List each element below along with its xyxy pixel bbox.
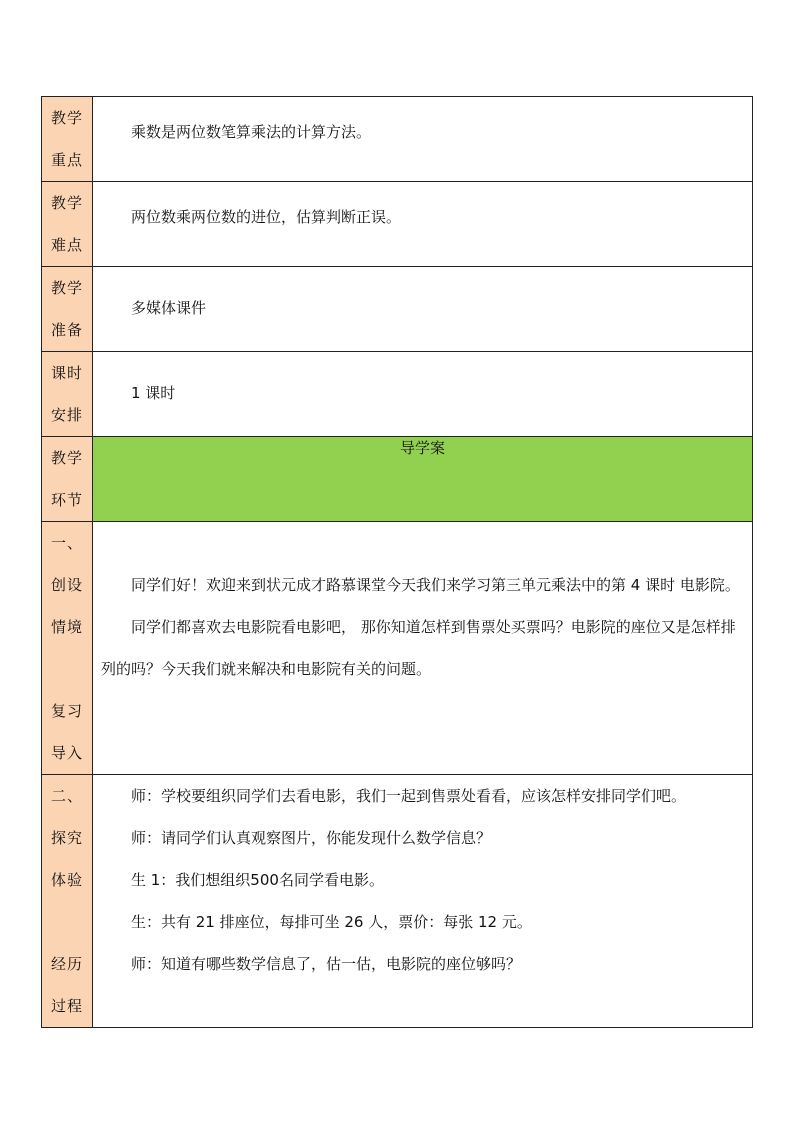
label-line: 课时 bbox=[50, 364, 83, 382]
content-cell bbox=[93, 775, 753, 1028]
label-cell bbox=[42, 182, 93, 267]
label-cell bbox=[42, 522, 93, 775]
label-line: 教学 bbox=[50, 194, 83, 212]
label-line: 创设 bbox=[50, 576, 83, 594]
row-key-points bbox=[42, 97, 753, 182]
label-line: 一、 bbox=[50, 534, 83, 552]
label-line: 过程 bbox=[50, 997, 83, 1015]
label-line: 准备 bbox=[50, 321, 83, 339]
label-cell bbox=[42, 267, 93, 352]
label-line: 复习 bbox=[50, 702, 83, 720]
label-line: 难点 bbox=[50, 236, 83, 254]
row-preparation bbox=[42, 267, 753, 352]
row-schedule bbox=[42, 352, 753, 437]
difficulties-text: 两位数乘两位数的进位，估算判断正误。 bbox=[131, 208, 402, 226]
lesson-plan-table bbox=[41, 96, 753, 1028]
paragraph: 同学们都喜欢去电影院看电影吧， 那你知道怎样到售票处买票吗？电影院的座位又是怎样排列的吗？今天我们就来解决和电影院有关的问题。 bbox=[101, 618, 736, 678]
label-line: 环节 bbox=[50, 491, 83, 509]
content-cell bbox=[93, 182, 753, 267]
paragraph: 生：共有 21 排座位，每排可坐 26 人，票价：每张 12 元。 bbox=[131, 913, 532, 931]
content-cell bbox=[93, 97, 753, 182]
preparation-text: 多媒体课件 bbox=[131, 299, 207, 317]
content-cell bbox=[93, 267, 753, 352]
label-cell bbox=[42, 775, 93, 1028]
label-line: 教学 bbox=[50, 449, 83, 467]
row-section-two bbox=[42, 775, 753, 1028]
paragraph: 师：学校要组织同学们去看电影，我们一起到售票处看看，应该怎样安排同学们吧。 bbox=[131, 787, 687, 805]
label-line: 安排 bbox=[50, 406, 83, 424]
label-cell bbox=[42, 352, 93, 437]
label-cell bbox=[42, 437, 93, 522]
label-line: 二、 bbox=[50, 787, 83, 805]
label-line: 重点 bbox=[50, 151, 83, 169]
key-points-text: 乘数是两位数笔算乘法的计算方法。 bbox=[131, 123, 372, 141]
label-line: 教学 bbox=[50, 109, 83, 127]
section-title: 导学案 bbox=[399, 439, 445, 457]
row-difficulties bbox=[42, 182, 753, 267]
paragraph: 生 1：我们想组织500名同学看电影。 bbox=[131, 871, 384, 889]
schedule-text: 1 课时 bbox=[131, 384, 176, 402]
label-line: 经历 bbox=[50, 955, 83, 973]
content-cell bbox=[93, 352, 753, 437]
label-line: 情境 bbox=[50, 618, 83, 636]
section-title-cell bbox=[93, 437, 753, 522]
label-line: 探究 bbox=[50, 829, 83, 847]
row-section-one bbox=[42, 522, 753, 775]
paragraph: 同学们好！欢迎来到状元成才路慕课堂今天我们来学习第三单元乘法中的第 4 课时 电影院。 bbox=[131, 576, 740, 594]
label-line: 导入 bbox=[50, 744, 83, 762]
label-line bbox=[42, 901, 92, 943]
content-cell bbox=[93, 522, 753, 775]
row-section-header bbox=[42, 437, 753, 522]
label-line bbox=[42, 648, 92, 690]
paragraph: 师：请同学们认真观察图片，你能发现什么数学信息？ bbox=[131, 829, 492, 847]
label-cell bbox=[42, 97, 93, 182]
label-line: 教学 bbox=[50, 279, 83, 297]
label-line: 体验 bbox=[50, 871, 83, 889]
paragraph: 师：知道有哪些数学信息了，估一估，电影院的座位够吗？ bbox=[131, 955, 522, 973]
